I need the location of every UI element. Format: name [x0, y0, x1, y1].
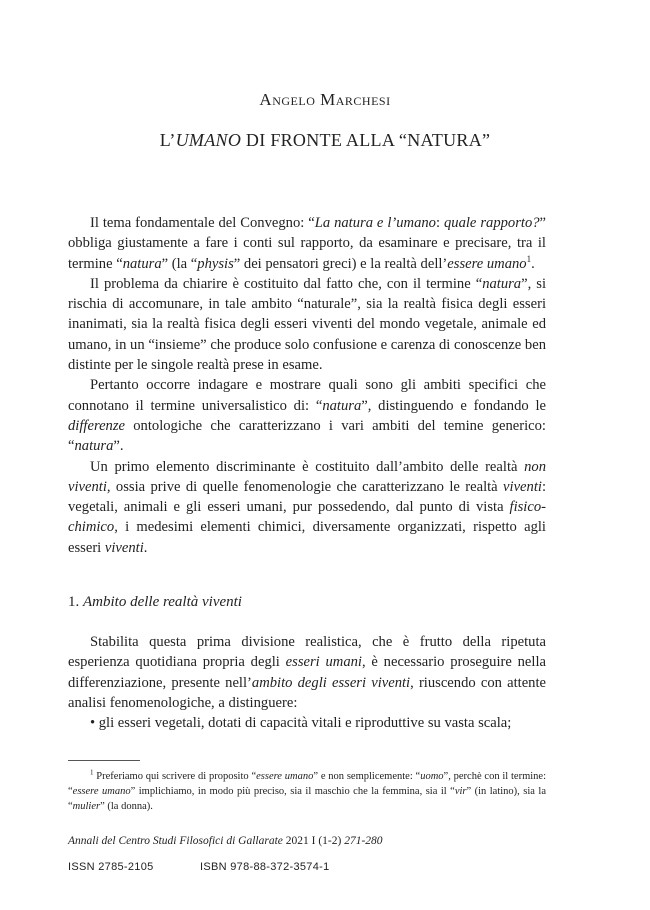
- paragraph: [68, 213, 546, 274]
- italic-span: non viventi: [68, 458, 546, 495]
- text-span: ontologiche che caratterizzano i vari ambiti del temine generico: “: [68, 417, 546, 455]
- section-number: 1.: [68, 594, 83, 610]
- title-prefix: L’: [159, 130, 176, 150]
- author-name: Angelo Marchesi: [259, 90, 391, 109]
- italic-span: viventi: [104, 539, 144, 556]
- text-span: Stabilita questa prima divisione realistica, che è frutto della ripetuta esperienza quotidiana propria degli: [68, 634, 546, 671]
- italic-span: essere umano: [72, 786, 131, 797]
- italic-span: mulier: [72, 801, 101, 812]
- italic-span: essere umano: [256, 771, 314, 782]
- italic-span: natura: [74, 438, 114, 455]
- section-title: Ambito delle realtà viventi: [83, 594, 242, 610]
- text-span: ” e non semplicemente: “: [313, 771, 421, 782]
- journal-year-volume: 2021 I (1-2): [282, 835, 345, 847]
- text-span: , i medesimi elementi chimici, diversamente organizzati, rispetto agli esseri: [68, 519, 546, 556]
- footnote: [68, 769, 546, 814]
- italic-span: La natura e l’umano: [314, 215, 436, 231]
- section-text: [68, 632, 546, 733]
- text-span: .: [531, 255, 535, 272]
- italic-span: fisico-chimico: [68, 499, 546, 536]
- text-span: ” (la “: [161, 255, 198, 272]
- text-span: : vegetali, animali e gli esseri umani, pur possedendo, dal punto di vista: [68, 478, 546, 516]
- text-span: Pertanto occorre indagare e mostrare quali sono gli ambiti specifici che connotano il termine universalistico di: “: [68, 377, 546, 414]
- italic-span: esseri umani: [285, 654, 362, 671]
- footnote-ref[interactable]: 1: [526, 253, 532, 264]
- italic-span: viventi: [503, 478, 542, 495]
- text-span: :: [435, 215, 444, 231]
- text-span: ” (la donna).: [100, 801, 153, 812]
- text-span: Preferiamo qui scrivere di proposito “: [93, 771, 257, 782]
- text-span: Il tema fondamentale del Convegno: “: [90, 215, 315, 231]
- section-heading: [68, 594, 242, 611]
- text-span: .: [143, 539, 148, 556]
- italic-span: ambito degli esseri viventi: [251, 674, 411, 691]
- intro-text: [68, 213, 546, 558]
- footnote-divider: [68, 760, 140, 761]
- journal-pages: 271-280: [344, 835, 383, 847]
- italic-span: physis: [197, 255, 234, 272]
- paragraph: [68, 457, 546, 558]
- text-span: , ossia prive di quelle fenomenologie che caratterizzano le realtà: [106, 478, 504, 495]
- text-span: ” dei pensatori greci) e la realtà dell’: [233, 255, 448, 272]
- italic-span: natura: [122, 255, 162, 272]
- title-rest: DI FRONTE ALLA “NATURA”: [241, 130, 491, 150]
- text-span: ” (in latino), sia la “: [68, 786, 546, 812]
- italic-span: differenze: [68, 417, 126, 434]
- text-span: ” implichiamo, in modo più preciso, sia il maschio che la femmina, sia il “: [130, 786, 455, 797]
- paragraph: [68, 274, 546, 375]
- text-span: ” obbliga giustamente a fare i conti sul rapporto, da esaminare e precisare, tra il termine “: [68, 215, 547, 272]
- paragraph: [68, 375, 546, 456]
- italic-span: vir: [454, 786, 467, 797]
- footnote-number: 1: [90, 768, 94, 777]
- journal-citation: [68, 835, 383, 847]
- article-title: [0, 130, 650, 151]
- italic-span: quale rapporto?: [443, 215, 540, 231]
- title-italic: UMANO: [175, 130, 242, 150]
- bullet-item: • gli esseri vegetali, dotati di capacità vitali e riproduttive su vasta scala;: [90, 715, 512, 732]
- text-span: , è necessario proseguire nella differenziazione, presente nell’: [68, 654, 546, 691]
- journal-name: Annali del Centro Studi Filosofici di Gallarate: [68, 835, 283, 847]
- italic-span: essere umano: [447, 255, 527, 272]
- italic-span: natura: [322, 397, 362, 414]
- issn: ISSN 2785-2105: [68, 861, 154, 873]
- text-span: ”, si rischia di accomunare, in tale ambito “naturale”, sia la realtà fisica degli esseri inanimati, sia la realtà fisica degli esseri viventi del mondo vegetale, animale ed umano, in un “insieme” che produce solo confusione e carenza di conoscenze ben distinte per le singole realtà prese in esame.: [68, 275, 546, 374]
- paragraph: [68, 632, 546, 713]
- text-span: ”, perchè con il termine: “: [68, 771, 547, 797]
- text-span: Il problema da chiarire è costituito dal fatto che, con il termine “: [90, 275, 483, 292]
- italic-span: uomo: [420, 771, 444, 782]
- text-span: Un primo elemento discriminante è costituito dall’ambito delle realtà: [90, 458, 525, 475]
- italic-span: natura: [482, 275, 522, 292]
- isbn: ISBN 978-88-372-3574-1: [200, 861, 330, 873]
- text-span: , riuscendo con attente analisi fenomenologiche, a distinguere:: [68, 674, 546, 711]
- text-span: ”.: [113, 438, 124, 455]
- text-span: ”, distinguendo e fondando le: [361, 397, 546, 414]
